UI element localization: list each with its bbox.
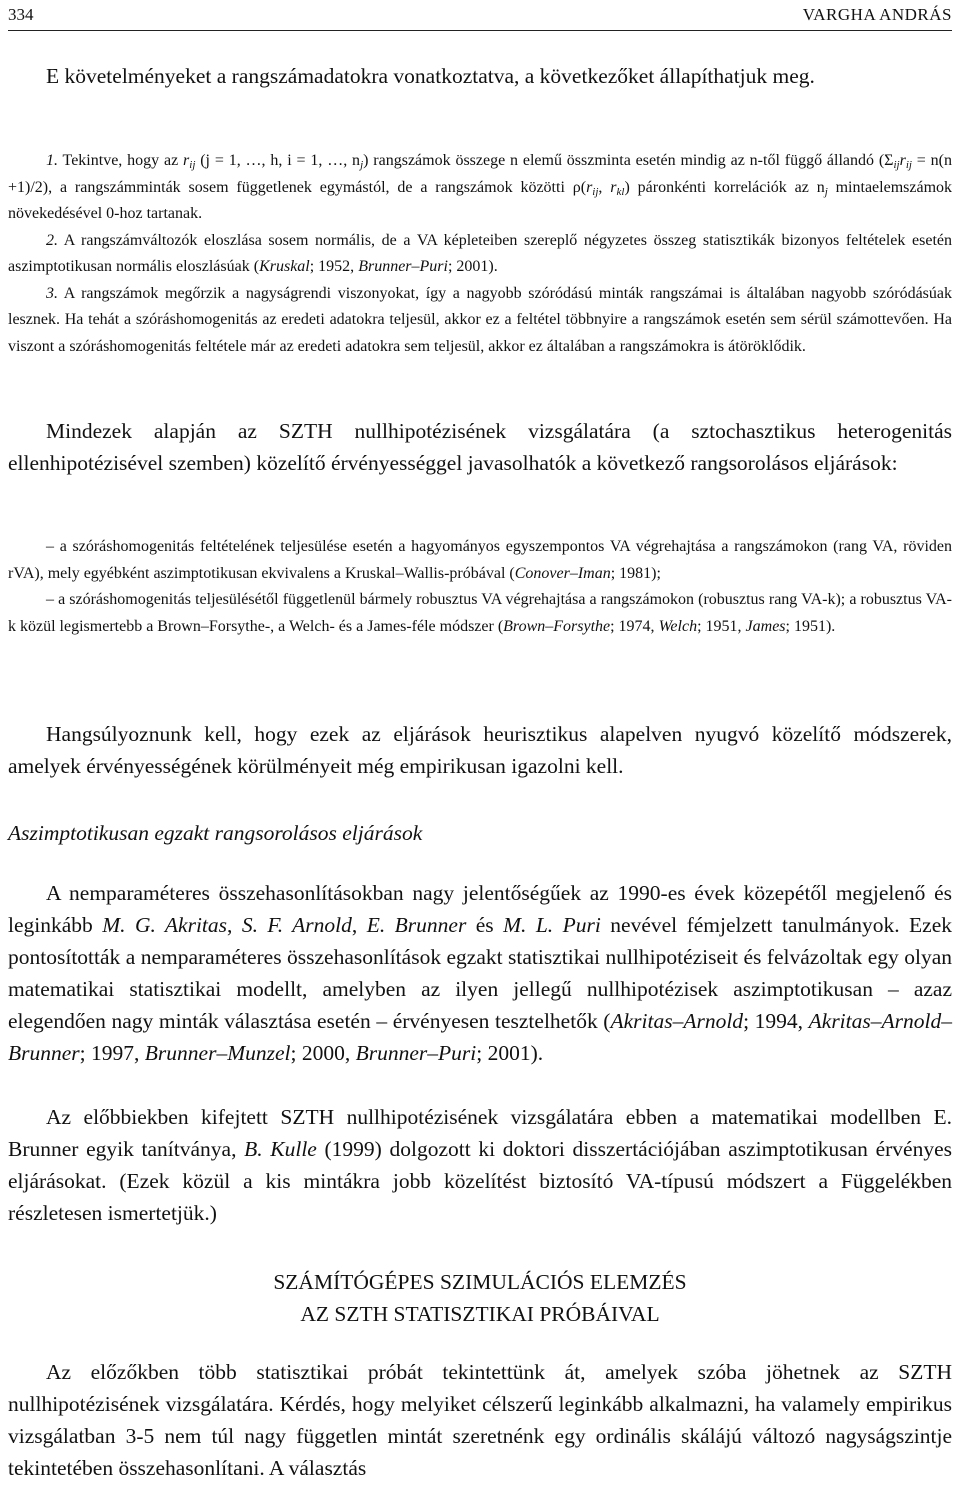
mindezek-paragraph xyxy=(8,415,952,479)
property-item-1: 1. Tekintve, hogy az $r_{ij}$ (j = 1, …, h, i = 1, …, $n_j$) rangszámok összege n elemű összminta esetén mindig az n-től függő állandó $(\Sigma_{ij}r_{ij} = n(n +1)/2)$, a rangszámminták sosem függetlenek egymástól, de a rangszámok közötti $\rho(r_{ij}$, $r_{kl}$) páronkénti korrelációk az $n_j$ mintaelemszámok növekedésével 0-hoz tartanak. xyxy=(8,152,953,222)
intro-text: E követelményeket a rangszámadatokra vonatkoztatva, a következőket állapíthatjuk meg. xyxy=(46,64,815,88)
procedures-list xyxy=(8,534,952,640)
property-item-2: 2. A rangszámváltozók eloszlása sosem normális, de a VA képleteiben szereplő négyzetes összeg statisztikák bizonyos feltételek esetén aszimptotikusan normális eloszlásúak (Kruskal; 1952, Brunner–Puri; 2001). xyxy=(8,231,952,275)
closing-paragraph xyxy=(8,1356,952,1484)
chapter-title-line-1: SZÁMÍTÓGÉPES SZIMULÁCIÓS ELEMZÉS xyxy=(273,1270,687,1294)
page-number: 334 xyxy=(8,5,34,24)
procedure-item-1: – a szóráshomogenitás feltételének teljesülése esetén a hagyományos egyszempontos VA végrehajtása a rangszámokon (rang VA, röviden rVA), mely egyébként aszimptotikusan ekvivalens a Kruskal–Wallis-próbával (Conover–Iman; 1981); xyxy=(8,538,952,582)
brunner-kulle-paragraph: Az előbbiekben kifejtett SZTH nullhipotézisének vizsgálatára ebben a matematikai modellben E. Brunner egyik tanítványa, B. Kulle (1999) dolgozott ki doktori disszertációjában aszimptotikusan érvényes eljárásokat. (Ezek közül a kis mintákra jobb közelítést biztosító VA-típusú módszert a Függelékben részletesen ismertetjük.) xyxy=(8,1105,952,1225)
hangsulyozzuk-paragraph xyxy=(8,718,952,782)
nonparametric-paragraph: A nemparaméteres összehasonlításokban nagy jelentőségűek az 1990-es évek közepétől megjelenő és leginkább M. G. Akritas, S. F. Arnold, E. Brunner és M. L. Puri nevével fémjelzett tanulmányok. Ezek pontosították a nemparaméteres összehasonlítások egzakt statisztikai nullhipotéziseit és felvázoltak egy olyan matematikai statisztikai modellt, amelyben az ilyen jellegű nullhipotézisek aszimptotikusan – azaz elegendően nagy minták választása esetén – érvényesen tesztelhetők (Akritas–Arnold; 1994, Akritas–Arnold–Brunner; 1997, Brunner–Munzel; 2000, Brunner–Puri; 2001). xyxy=(8,881,952,1065)
mindezek-text: Mindezek alapján az SZTH nullhipotézisének vizsgálatára (a sztochasztikus heterogenitás ellenhipotézisével szemben) közelítő érvényességgel javasolhatók a következő rangsorolásos eljárások: xyxy=(8,419,952,475)
hangsulyozzuk-text: Hangsúlyoznunk kell, hogy ezek az eljárások heurisztikus alapelven nyugvó közelítő módszerek, amelyek érvényességének körülményeit még empirikusan igazolni kell. xyxy=(8,722,952,778)
intro-paragraph xyxy=(8,60,952,92)
section-heading: Aszimptotikusan egzakt rangsorolásos eljárások xyxy=(8,821,423,845)
chapter-title-line-2: AZ SZTH STATISZTIKAI PRÓBÁIVAL xyxy=(300,1302,660,1326)
running-author: VARGHA ANDRÁS xyxy=(802,5,952,24)
procedure-item-2: – a szóráshomogenitás teljesülésétől függetlenül bármely robusztus VA végrehajtása a rangszámokon (robusztus rang VA-k); a robusztus VA-k közül legismertebb a Brown–Forsythe-, a Welch- és a James-féle módszer (Brown–Forsythe; 1974, Welch; 1951, James; 1951). xyxy=(8,591,952,635)
running-header xyxy=(8,0,952,31)
property-item-3: 3. A rangszámok megőrzik a nagyságrendi viszonyokat, így a nagyobb szóródású minták rangszámai is általában nagyobb szóródásúak lesznek. Ha tehát a szóráshomogenitás az eredeti adatokra teljesül, akkor ez a feltétel többnyire a rangszámok esetén sem sérül számottevően. Ha viszont a szóráshomogenitás feltétele már az eredeti adatokra sem teljesül, akkor ez általában a rangszámokra is átöröklődik. xyxy=(8,284,952,355)
closing-text: Az előzőkben több statisztikai próbát tekintettünk át, amelyek szóba jöhetnek az SZTH nullhipotézisének vizsgálatára. Kérdés, hogy melyiket célszerű leginkább alkalmazni, ha valamely empirikus vizsgálatban 3-5 nem túl nagy független mintát szeretnénk egy ordinális skálájú változó nagyságszintje tekintetében összehasonlítani. A választás xyxy=(8,1360,952,1480)
chapter-title xyxy=(8,1266,952,1330)
properties-list xyxy=(8,148,952,360)
